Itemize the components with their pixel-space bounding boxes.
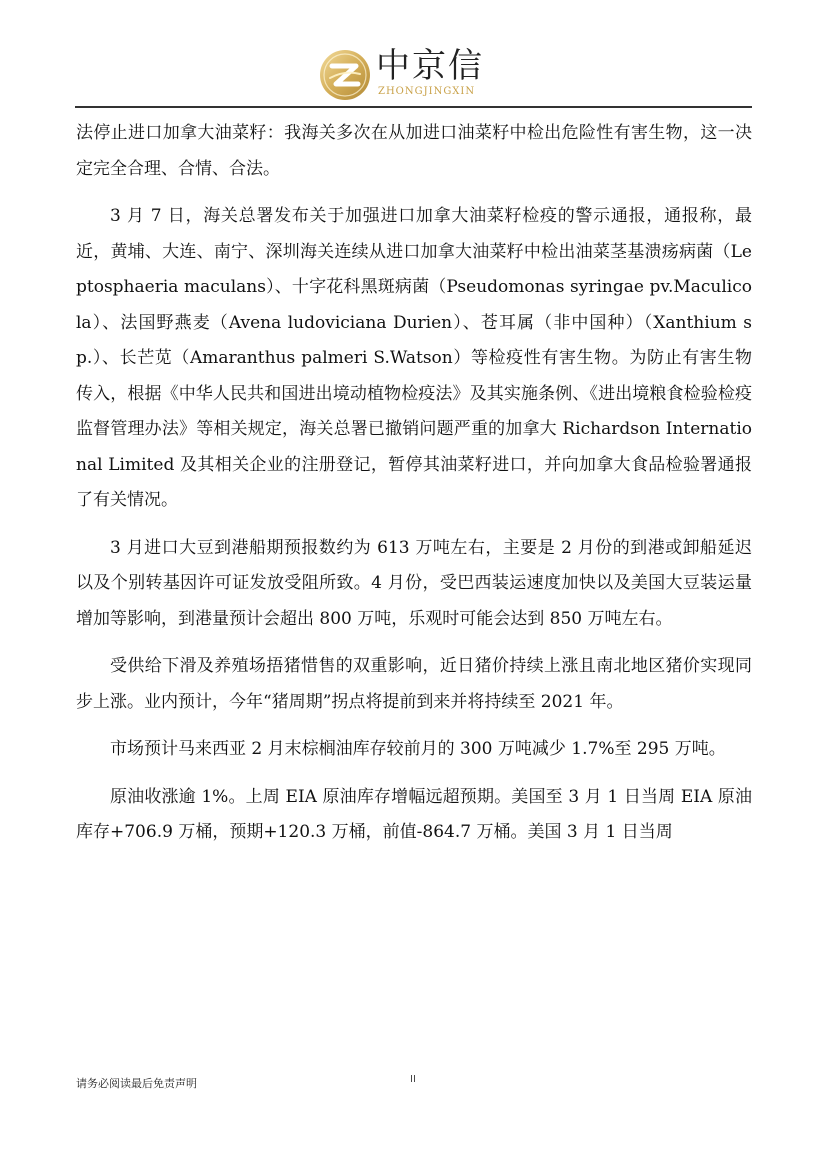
header-divider <box>75 106 752 108</box>
paragraph-palm-oil: 市场预计马来西亚 2 月末棕榈油库存较前月的 300 万吨减少 1.7%至 295 万吨。 <box>110 739 726 759</box>
article-body <box>76 116 752 851</box>
paragraph-soybean-imports: 3 月进口大豆到港船期预报数约为 613 万吨左右，主要是 2 月份的到港或卸船延迟以及个别转基因许可证发放受阻所致。4 月份，受巴西装运速度加快以及美国大豆装运量增加等影响，到港量预计会超出 800 万吨，乐观时可能会达到 850 万吨左右。 <box>76 537 752 629</box>
paragraph-customs-notice: 3 月 7 日，海关总署发布关于加强进口加拿大油菜籽检疫的警示通报，通报称，最近，黄埔、大连、南宁、深圳海关连续从进口加拿大油菜籽中检出油菜茎基溃疡病菌（Leptosphaeria maculans）、十字花科黑斑病菌（Pseudomonas syringae pv.Maculicola）、法国野燕麦（Avena ludoviciana Durien）、苍耳属（非中国种）（Xanthium sp.）、长芒苋（Amaranthus palmeri S.Watson）等检疫性有害生物。为防止有害生物传入，根据《中华人民共和国进出境动植物检疫法》及其实施条例、《进出境粮食检验检疫监督管理办法》等相关规定，海关总署已撤销问题严重的加拿大 Richardson International Limited 及其相关企业的注册登记，暂停其油菜籽进口，并向加拿大食品检验署通报了有关情况。 <box>76 206 752 510</box>
paragraph-canola-ban-continued: 法停止进口加拿大油菜籽：我海关多次在从加进口油菜籽中检出危险性有害生物，这一决定完全合理、合情、合法。 <box>76 123 752 179</box>
footer-disclaimer: 请务必阅读最后免责声明 <box>76 1077 197 1090</box>
page-header <box>0 0 827 110</box>
paragraph-crude-oil: 原油收涨逾 1%。上周 EIA 原油库存增幅远超预期。美国至 3 月 1 日当周 EIA 原油库存+706.9 万桶，预期+120.3 万桶，前值-864.7 万桶。美国 3 月 1 日当周 <box>76 786 752 842</box>
logo-chinese-name: 中京信 <box>376 46 484 86</box>
logo-english-name: ZHONGJINGXIN <box>378 86 476 97</box>
logo-emblem-icon <box>318 48 372 102</box>
paragraph-hog-prices: 受供给下滑及养殖场捂猪惜售的双重影响，近日猪价持续上涨且南北地区猪价实现同步上涨。业内预计，今年“猪周期”拐点将提前到来并将持续至 2021 年。 <box>76 656 752 712</box>
page-number: II <box>410 1074 416 1085</box>
company-logo <box>318 46 518 104</box>
